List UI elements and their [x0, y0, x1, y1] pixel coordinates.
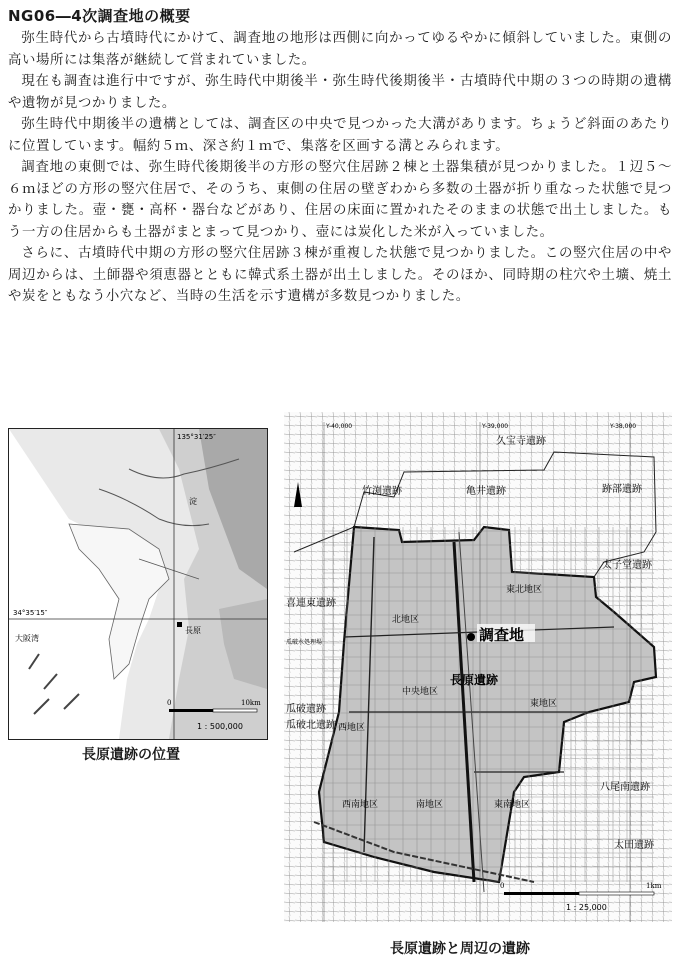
district-label: 西地区 — [338, 723, 366, 733]
district-label: 東地区 — [530, 699, 558, 709]
district-label: 東北地区 — [506, 585, 543, 595]
paragraph: 弥生時代から古墳時代にかけて、調査地の地形は西側に向かってゆるやかに傾斜していました。東側の高い場所には集落が継続して営まれていました。 — [8, 31, 672, 68]
locator-scale-ratio: 1 : 500,000 — [197, 722, 243, 731]
site-label: 太子堂遺跡 — [602, 560, 652, 571]
site-label: 長原遺跡 — [450, 673, 499, 687]
document-body — [8, 28, 672, 308]
site-label: 跡部遺跡 — [602, 484, 642, 495]
survey-site-marker — [467, 633, 475, 641]
site-label: 久宝寺遺跡 — [496, 436, 546, 447]
locator-scale-max: 10km — [241, 699, 261, 707]
detail-grid-label: Y-38,000 — [610, 423, 637, 430]
locator-place-bay: 大阪湾 — [15, 634, 39, 643]
locator-coord-top: 135°31′25″ — [177, 433, 216, 441]
detail-map — [284, 412, 672, 922]
locator-map — [8, 428, 268, 740]
detail-scale-max: 1km — [646, 882, 662, 890]
site-label: 瓜破北遺跡 — [286, 720, 336, 731]
site-label: 瓜破遺跡 — [286, 704, 326, 715]
locator-coord-left: 34°35′15″ — [13, 609, 48, 617]
detail-scale-zero: 0 — [500, 882, 505, 890]
detail-grid-label: Y-40,000 — [326, 423, 353, 430]
site-label: 竹渕遺跡 — [362, 486, 402, 497]
document-title: NG06―4次調査地の概要 — [8, 7, 191, 25]
paragraph: 現在も調査は進行中ですが、弥生時代中期後半・弥生時代後期後半・古墳時代中期の３つの時期の遺構や遺物が見つかりました。 — [8, 74, 672, 111]
paragraph: 調査地の東側では、弥生時代後期後半の方形の竪穴住居跡２棟と土器集積が見つかりました。１辺５～６ｍほどの方形の竪穴住居で、そのうち、東側の住居の壁ぎわから多数の土器が折り重なった状態で見つかりました。壺・甕・高杯・器台などがあり、住居の床面に置かれたそのままの状態で出土しました。もう一方の住居からも土器がまとまって見つかり、壺には炭化した米が入っていました。 — [8, 160, 672, 240]
paragraph: さらに、古墳時代中期の方形の竪穴住居跡３棟が重複した状態で見つかりました。この竪穴住居の中や周辺からは、土師器や須恵器とともに韓式系土器が出土しました。そのほか、同時期の柱穴や土壙、焼土や炭をともなう小穴など、当時の生活を示す遺構が多数見つかりました。 — [8, 246, 672, 304]
detail-scale-ratio: 1 : 25,000 — [566, 903, 607, 912]
detail-map-caption: 長原遺跡と周辺の遺跡 — [390, 941, 530, 957]
locator-place-nagahara: 長原 — [185, 626, 201, 635]
site-label: 亀井遺跡 — [466, 486, 506, 497]
detail-grid-label: Y-39,000 — [482, 423, 509, 430]
district-label: 南地区 — [416, 800, 444, 810]
site-label: 喜連東遺跡 — [286, 598, 336, 609]
district-label: 北地区 — [392, 615, 420, 625]
site-label: 八尾南遺跡 — [600, 782, 650, 793]
district-label: 東南地区 — [494, 800, 531, 810]
site-label: 太田遺跡 — [614, 840, 654, 851]
locator-scale-zero: 0 — [167, 699, 172, 707]
facility-label: 瓜破水処理場 — [286, 639, 323, 646]
locator-map-caption: 長原遺跡の位置 — [82, 747, 180, 763]
paragraph: 弥生時代中期後半の遺構としては、調査区の中央で見つかった大溝があります。ちょうど斜面のあたりに位置しています。幅約５ｍ、深さ約１ｍで、集落を区画する溝とみられます。 — [8, 117, 672, 154]
district-label: 中央地区 — [402, 687, 439, 697]
district-label: 西南地区 — [342, 800, 379, 810]
survey-site-label: 調査地 — [479, 626, 525, 644]
locator-place-yodo: 淀 — [189, 497, 197, 506]
